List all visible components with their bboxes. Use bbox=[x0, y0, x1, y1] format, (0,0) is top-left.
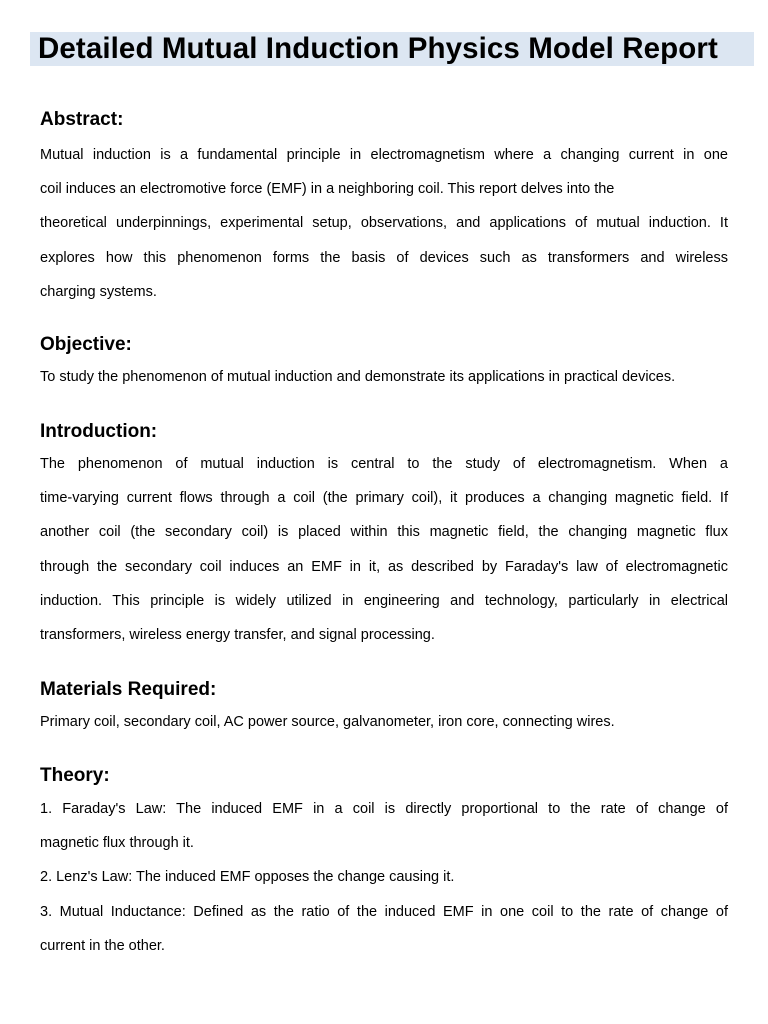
theory-line: 1. Faraday's Law: The induced EMF in a coil is directly proportional to the rate of change of bbox=[40, 801, 728, 817]
abstract-line: coil induces an electromotive force (EMF) in a neighboring coil. This report delves into the bbox=[40, 181, 615, 198]
theory-list bbox=[40, 792, 728, 963]
materials-text: Primary coil, secondary coil, AC power source, galvanometer, iron core, connecting wires. bbox=[40, 714, 615, 730]
introduction-line: time-varying current flows through a coil (the primary coil), it produces a changing magnetic field. If bbox=[40, 490, 728, 507]
introduction-section bbox=[40, 420, 728, 652]
introduction-heading: Introduction: bbox=[40, 421, 158, 442]
introduction-line: The phenomenon of mutual induction is central to the study of electromagnetism. When a bbox=[40, 456, 728, 472]
theory-item-faraday bbox=[40, 792, 728, 860]
objective-section bbox=[40, 333, 728, 387]
objective-text: To study the phenomenon of mutual induction and demonstrate its applications in practical devices. bbox=[40, 369, 676, 385]
abstract-line: Mutual induction is a fundamental principle in electromagnetism where a changing current in one bbox=[40, 147, 728, 163]
abstract-line: charging systems. bbox=[40, 283, 157, 300]
introduction-line: through the secondary coil induces an EMF in it, as described by Faraday's law of electromagnetic bbox=[40, 558, 728, 575]
theory-line: 2. Lenz's Law: The induced EMF opposes the change causing it. bbox=[40, 869, 455, 886]
materials-heading: Materials Required: bbox=[40, 679, 217, 700]
introduction-line: transformers, wireless energy transfer, and signal processing. bbox=[40, 627, 435, 644]
abstract-paragraph bbox=[40, 138, 728, 309]
abstract-heading: Abstract: bbox=[40, 109, 124, 130]
introduction-line: induction. This principle is widely utilized in engineering and technology, particularly in electrical bbox=[40, 592, 728, 609]
introduction-line: another coil (the secondary coil) is placed within this magnetic field, the changing magnetic flux bbox=[40, 524, 728, 541]
abstract-line: explores how this phenomenon forms the basis of devices such as transformers and wireless bbox=[40, 249, 728, 266]
abstract-line: theoretical underpinnings, experimental setup, observations, and applications of mutual induction. It bbox=[40, 215, 728, 232]
theory-item-mutual-inductance bbox=[40, 895, 728, 963]
page-title: Detailed Mutual Induction Physics Model Report bbox=[38, 32, 718, 65]
abstract-section bbox=[40, 108, 728, 309]
theory-line: magnetic flux through it. bbox=[40, 835, 194, 852]
theory-item-lenz bbox=[40, 860, 728, 894]
theory-line: current in the other. bbox=[40, 937, 165, 954]
theory-heading: Theory: bbox=[40, 765, 110, 786]
materials-section bbox=[40, 678, 728, 732]
theory-section bbox=[40, 764, 728, 963]
objective-heading: Objective: bbox=[40, 334, 132, 355]
introduction-paragraph bbox=[40, 447, 728, 652]
theory-line: 3. Mutual Inductance: Defined as the ratio of the induced EMF in one coil to the rate of change of bbox=[40, 903, 728, 920]
